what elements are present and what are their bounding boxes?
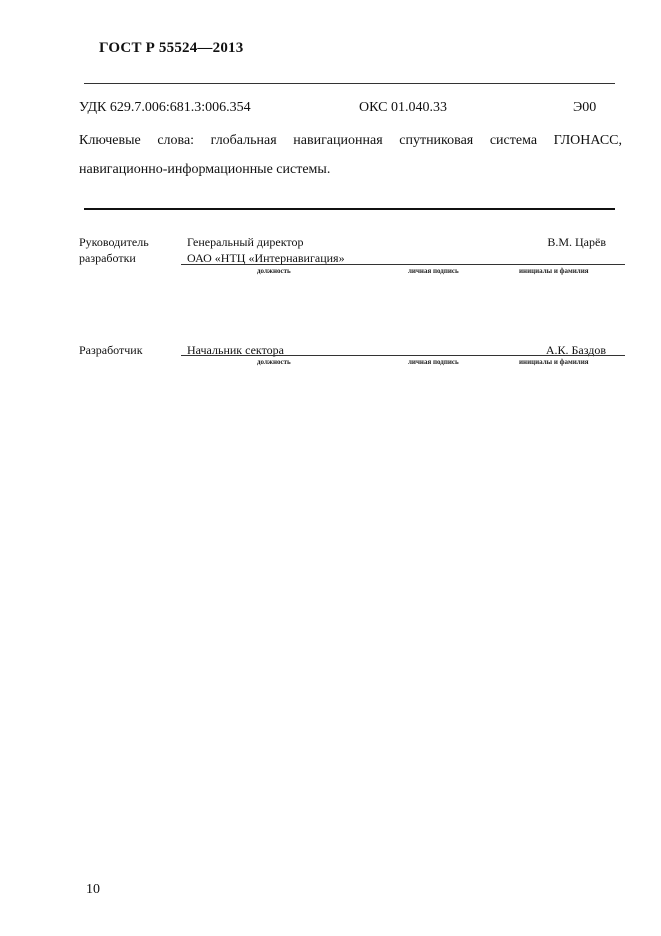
okp-code: Э00 (573, 100, 597, 115)
header-divider (84, 83, 615, 84)
signature-position: Генеральный директор (187, 235, 304, 249)
caption-name: инициалы и фамилия (519, 358, 589, 366)
udc-code: УДК 629.7.006:681.3:006.354 (79, 100, 251, 115)
section-divider (84, 208, 615, 210)
signature-name: А.К. Баздов (545, 343, 606, 357)
signature-role: Разработчик (79, 343, 143, 357)
page-number: 10 (86, 882, 100, 897)
caption-name: инициалы и фамилия (519, 267, 589, 275)
signature-position: Начальник сектора (187, 343, 284, 357)
signature-role: Руководитель (79, 235, 149, 249)
keywords-line-1: Ключевые слова: глобальная навигационная спутниковая система ГЛОНАСС, (79, 133, 622, 148)
caption-signature: личная подпись (408, 358, 459, 366)
keywords-line-2: навигационно-информационные системы. (79, 162, 331, 177)
document-header-title: ГОСТ Р 55524—2013 (99, 40, 244, 56)
keywords-paragraph (79, 126, 622, 184)
signature-organization: ОАО «НТЦ «Интернавигация» (187, 251, 345, 265)
oks-code: ОКС 01.040.33 (359, 100, 447, 115)
caption-position: должность (257, 358, 291, 366)
signature-line (181, 264, 625, 265)
caption-position: должность (257, 267, 291, 275)
signature-name: В.М. Царёв (547, 235, 606, 249)
signature-line (181, 355, 625, 356)
caption-signature: личная подпись (408, 267, 459, 275)
signature-role-cont: разработки (79, 251, 136, 265)
